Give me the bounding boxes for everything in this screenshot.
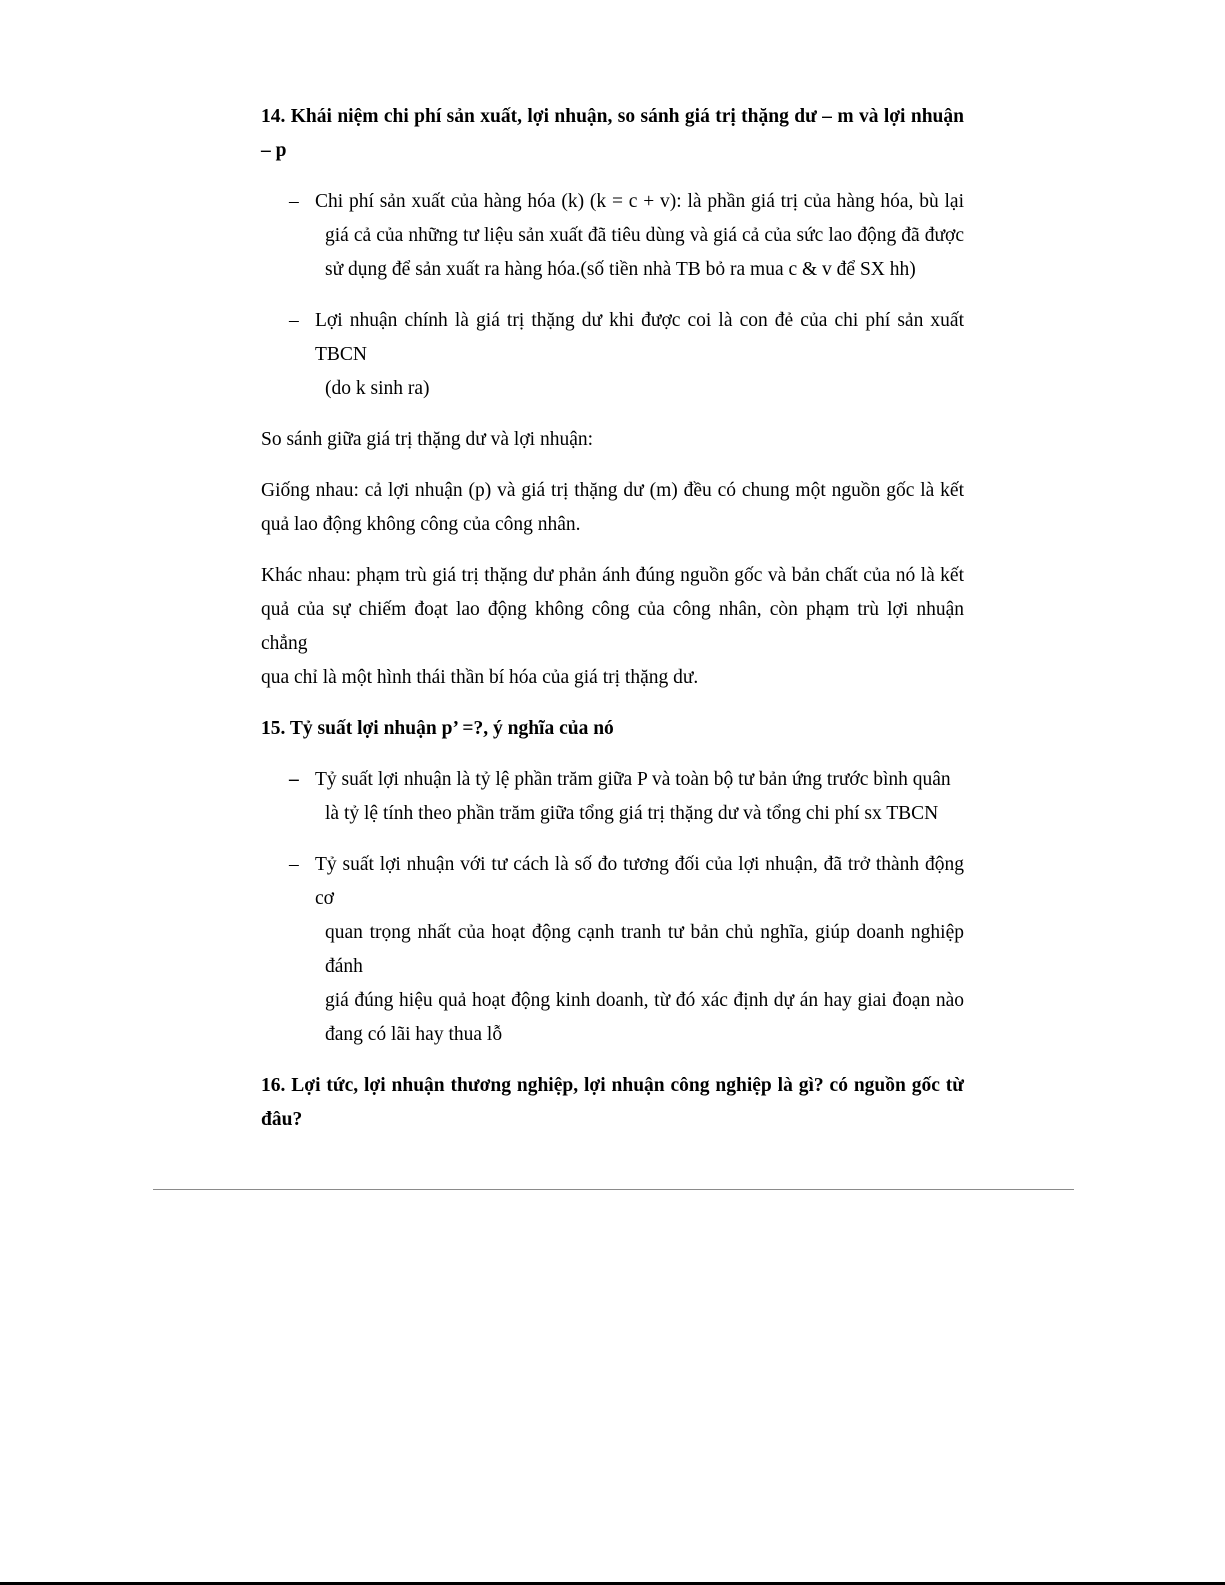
bullet-line: Chi phí sản xuất của hàng hóa (k) (k = c + v): là phần giá trị của hàng hóa, bù lại: [315, 191, 964, 212]
bullet-line: giá cả của những tư liệu sản xuất đã tiêu dùng và giá cả của sức lao động đã được: [325, 225, 964, 246]
bullet-line: (do k sinh ra): [325, 378, 430, 399]
section-16-heading-line-2: đâu?: [261, 1109, 303, 1130]
paragraph-line: Giống nhau: cả lợi nhuận (p) và giá trị thặng dư (m) đều có chung một nguồn gốc là kết: [261, 480, 964, 501]
bullet-line: sử dụng để sản xuất ra hàng hóa.(số tiền nhà TB bỏ ra mua c & v để SX hh): [325, 259, 916, 280]
paragraph-line: quả của sự chiếm đoạt lao động không công của công nhân, còn phạm trù lợi nhuận chẳng: [261, 599, 964, 654]
paragraph-line: Khác nhau: phạm trù giá trị thặng dư phản ánh đúng nguồn gốc và bản chất của nó là kết: [261, 565, 964, 586]
compare-intro: [261, 423, 964, 457]
compare-intro-text: So sánh giữa giá trị thặng dư và lợi nhuận:: [261, 429, 594, 450]
bullet-dash: –: [289, 769, 299, 790]
paragraph-line: qua chỉ là một hình thái thần bí hóa của giá trị thặng dư.: [261, 667, 699, 688]
section-14-bullet-profit: [289, 304, 964, 406]
section-16-heading: [261, 1069, 964, 1137]
bullet-line: Lợi nhuận chính là giá trị thặng dư khi được coi là con đẻ của chi phí sản xuất TBCN: [315, 310, 964, 365]
section-15-heading: [261, 712, 964, 746]
section-14-bullet-cost: [289, 185, 964, 287]
section-14-heading-line-2: – p: [261, 140, 287, 161]
bullet-line: đang có lãi hay thua lỗ: [325, 1024, 503, 1045]
document-body: [261, 100, 964, 1154]
section-14-heading-line-1: 14. Khái niệm chi phí sản xuất, lợi nhuận, so sánh giá trị thặng dư – m và lợi nhuận: [261, 106, 964, 127]
page-separator-rule: [153, 1189, 1074, 1190]
bullet-dash: –: [289, 854, 299, 875]
section-16-heading-line-1: 16. Lợi tức, lợi nhuận thương nghiệp, lợi nhuận công nghiệp là gì? có nguồn gốc từ: [261, 1075, 964, 1096]
paragraph-line: quả lao động không công của công nhân.: [261, 514, 581, 535]
bullet-line: quan trọng nhất của hoạt động cạnh tranh tư bản chủ nghĩa, giúp doanh nghiệp đánh: [325, 922, 964, 977]
bullet-line: là tỷ lệ tính theo phần trăm giữa tổng giá trị thặng dư và tổng chi phí sx TBCN: [325, 803, 939, 824]
bullet-line: Tỷ suất lợi nhuận là tỷ lệ phần trăm giữa P và toàn bộ tư bản ứng trước bình quân: [315, 769, 951, 790]
section-15-heading-text: 15. Tỷ suất lợi nhuận p’ =?, ý nghĩa của nó: [261, 718, 614, 739]
bullet-dash: –: [289, 310, 299, 331]
bullet-line: Tỷ suất lợi nhuận với tư cách là số đo tương đối của lợi nhuận, đã trở thành động cơ: [315, 854, 964, 909]
differences-paragraph: [261, 559, 964, 695]
section-15-bullet-meaning: [289, 848, 964, 1052]
bullet-dash: –: [289, 191, 299, 212]
section-14-heading: [261, 100, 964, 168]
section-15-bullet-rate: [289, 763, 964, 831]
similarities-paragraph: [261, 474, 964, 542]
bullet-line: giá đúng hiệu quả hoạt động kinh doanh, từ đó xác định dự án hay giai đoạn nào: [325, 990, 964, 1011]
